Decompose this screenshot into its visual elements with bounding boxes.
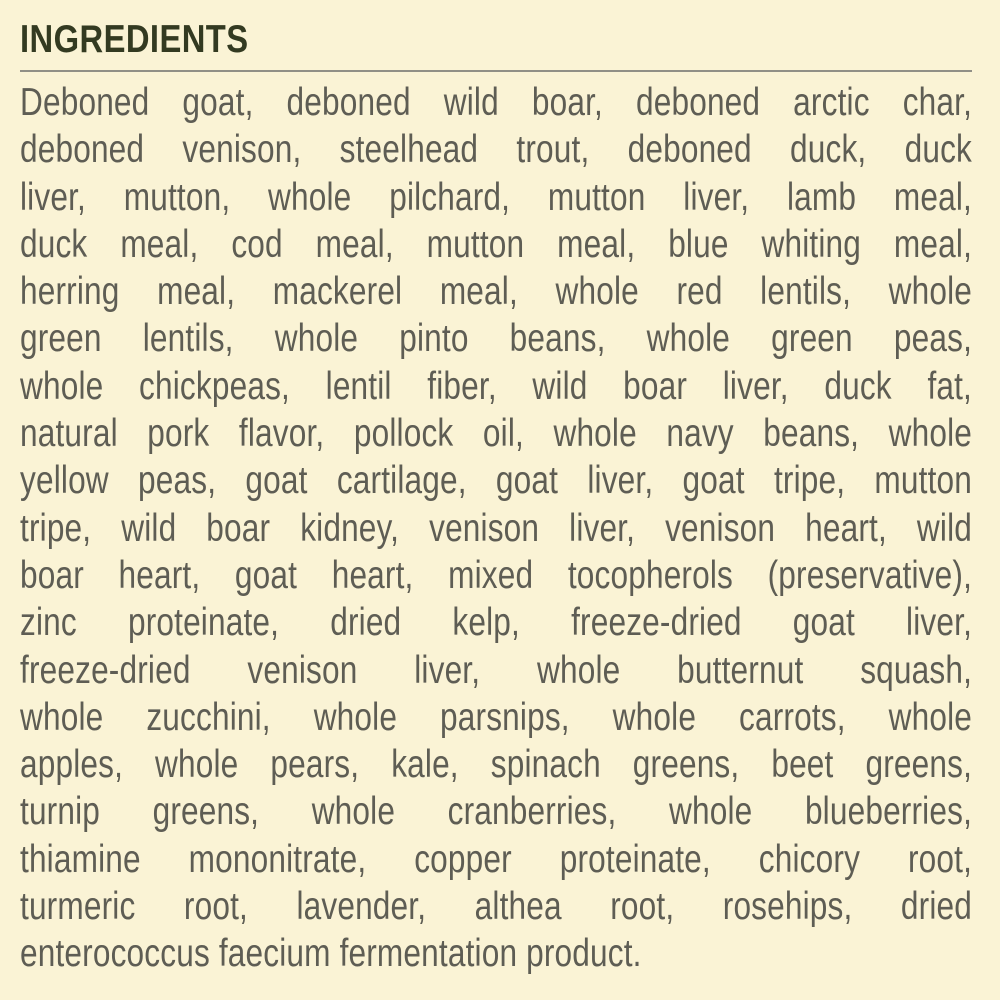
ingredient-line: turmeric root, lavender, althea root, rosehips, dried bbox=[20, 885, 973, 929]
ingredient-line: duck meal, cod meal, mutton meal, blue whiting meal, bbox=[20, 222, 973, 266]
ingredient-line: zinc proteinate, dried kelp, freeze-dried goat liver, bbox=[20, 601, 973, 645]
ingredient-line: whole chickpeas, lentil fiber, wild boar liver, duck fat, bbox=[20, 364, 973, 408]
ingredients-text bbox=[20, 79, 972, 978]
ingredient-line: turnip greens, whole cranberries, whole blueberries, bbox=[20, 790, 973, 834]
ingredient-line: liver, mutton, whole pilchard, mutton liver, lamb meal, bbox=[20, 175, 973, 219]
heading-divider bbox=[20, 70, 972, 72]
ingredient-line: enterococcus faecium fermentation product. bbox=[20, 932, 642, 976]
ingredient-line: apples, whole pears, kale, spinach greens, beet greens, bbox=[20, 743, 973, 787]
ingredient-line: boar heart, goat heart, mixed tocopherols (preservative), bbox=[20, 553, 973, 597]
ingredient-line: deboned venison, steelhead trout, deboned duck, duck bbox=[20, 128, 973, 172]
ingredient-line: whole zucchini, whole parsnips, whole carrots, whole bbox=[20, 695, 973, 739]
ingredient-line: natural pork flavor, pollock oil, whole navy beans, whole bbox=[20, 412, 973, 456]
ingredient-line: thiamine mononitrate, copper proteinate, chicory root, bbox=[20, 837, 973, 881]
ingredient-line: yellow peas, goat cartilage, goat liver, goat tripe, mutton bbox=[20, 459, 973, 503]
ingredient-line: tripe, wild boar kidney, venison liver, venison heart, wild bbox=[20, 506, 973, 550]
ingredients-heading: INGREDIENTS bbox=[20, 18, 249, 61]
ingredient-line: green lentils, whole pinto beans, whole green peas, bbox=[20, 317, 973, 361]
ingredient-line: freeze-dried venison liver, whole butternut squash, bbox=[20, 648, 973, 692]
ingredient-line: Deboned goat, deboned wild boar, deboned arctic char, bbox=[20, 81, 973, 124]
ingredient-line: herring meal, mackerel meal, whole red lentils, whole bbox=[20, 270, 973, 314]
